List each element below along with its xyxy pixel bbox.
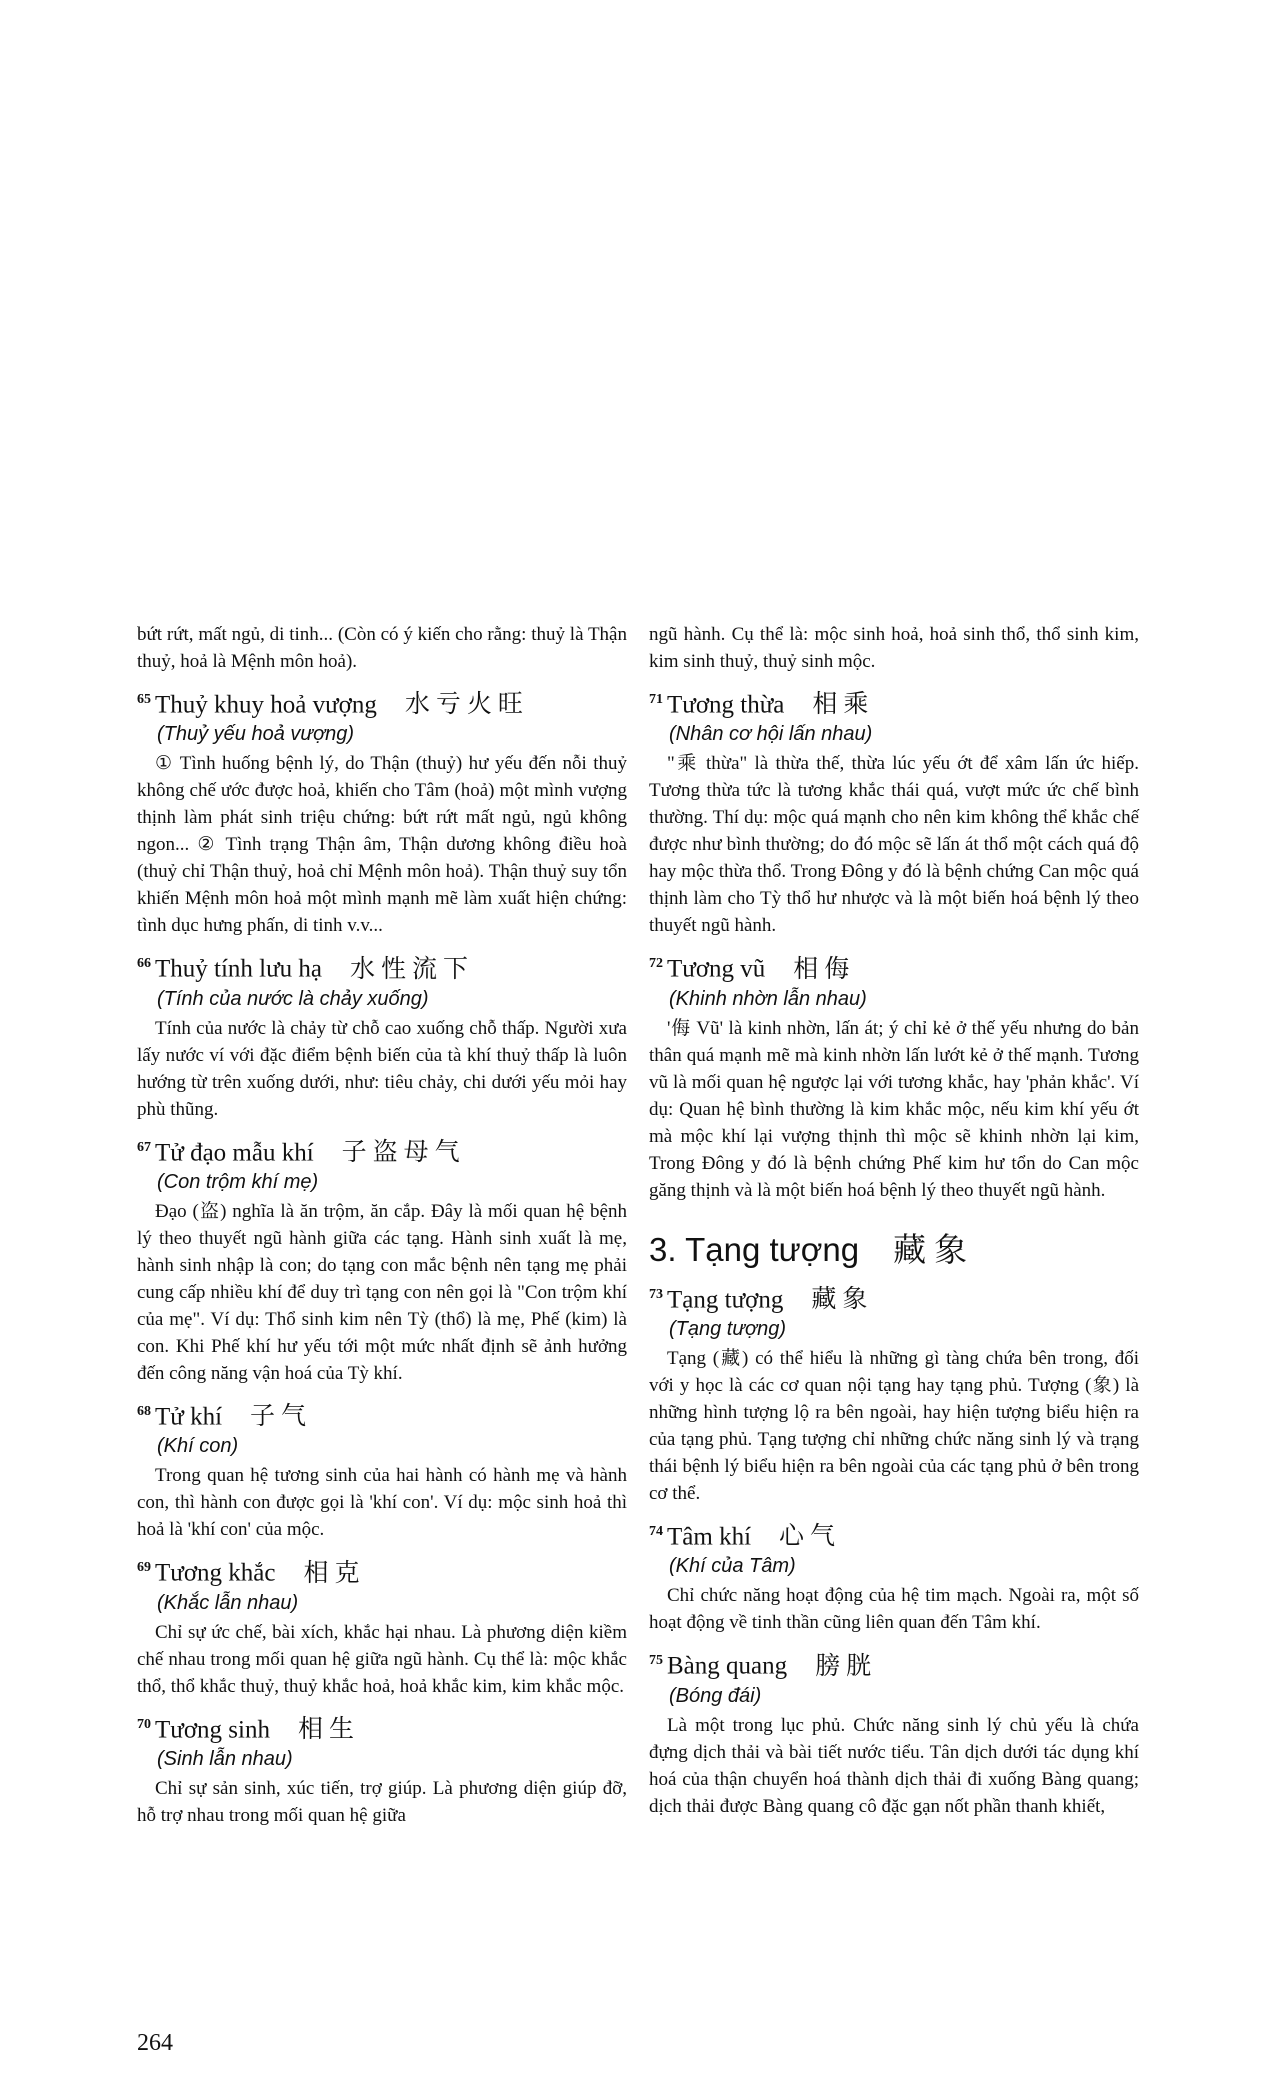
entry-title: Tương vũ [667,955,766,983]
entry-70 [137,1710,627,1829]
entry-subtitle: (Nhân cơ hội lấn nhau) [669,723,873,746]
entry-number: 74 [649,1523,663,1539]
entry-han: 相侮 [793,955,856,983]
entry-number: 65 [137,692,151,707]
entry-title: Thuỷ khuy hoả vượng [155,691,377,719]
entry-subtitle: (Con trộm khí mẹ) [157,1170,319,1193]
entry-han: 子气 [250,1403,313,1431]
entry-number: 71 [649,692,663,707]
left-intro-text: bứt rứt, mất ngủ, di tinh... (Còn có ý kiến cho rằng: thuỷ là Thận thuỷ, hoả là Mệnh môn hoả). [137,624,627,672]
entry-han: 水性流下 [350,955,475,983]
entry-number: 72 [649,956,663,972]
entry-subtitle: (Khí của Tâm) [669,1555,796,1578]
entry-title: Tạng tượng [667,1285,784,1313]
entry-title: Tương thừa [667,691,785,719]
entry-body: Tính của nước là chảy từ chỗ cao xuống chỗ thấp. Người xưa lấy nước ví với đặc điểm bệnh biến của tà khí thuỷ thấp là luôn hướng từ trên xuống dưới, như: tiêu chảy, chi dưới yếu mỏi hay phù thũng. [137,1017,627,1120]
entry-title: Tương sinh [155,1715,270,1743]
entry-65 [137,685,627,939]
entry-74 [649,1517,1139,1636]
entry-heading [137,685,627,720]
entry-heading [649,949,1139,984]
entry-68 [137,1397,627,1543]
entry-71 [649,685,1139,939]
page-number: 264 [137,2030,173,2056]
entry-subtitle: (Bóng đái) [669,1684,762,1707]
entry-body: Là một trong lục phủ. Chức năng sinh lý chủ yếu là chứa đựng dịch thải và bài tiết nước tiểu. Tân dịch dưới tác dụng khí hoá của thận chuyển hoá thành dịch thải đi xuống Bàng quang; dịch thải được Bàng quang cô đặc gạn nốt phần thanh khiết, [649,1714,1139,1817]
entry-subtitle: (Thuỷ yếu hoả vượng) [157,723,355,746]
entry-number: 68 [137,1403,151,1419]
entry-72 [649,949,1139,1203]
entry-body: Chỉ chức năng hoạt động của hệ tim mạch. Ngoài ra, một số hoạt động về tinh thần cũng liên quan đến Tâm khí. [649,1585,1139,1634]
entry-han: 相乘 [812,691,875,719]
entry-han: 相生 [297,1715,360,1743]
section-han: 藏象 [893,1229,976,1269]
entry-number: 69 [137,1560,151,1576]
right-intro-text: ngũ hành. Cụ thể là: mộc sinh hoả, hoả sinh thổ, thổ sinh kim, kim sinh thuỷ, thuỷ sinh mộc. [649,624,1139,672]
entry-body: Chỉ sự sản sinh, xúc tiến, trợ giúp. Là phương diện giúp đỡ, hỗ trợ nhau trong mối quan hệ giữa [137,1777,627,1826]
entry-han: 子盗母气 [341,1138,466,1166]
entry-heading [137,1710,627,1745]
entry-title: Tâm khí [667,1523,752,1551]
entry-body: Đạo (盗) nghĩa là ăn trộm, ăn cắp. Đây là mối quan hệ bệnh lý theo thuyết ngũ hành giữa các tạng. Hành sinh xuất là mẹ, hành sinh nhập là con; do tạng con mắc bệnh nên tạng mẹ phải cung cấp nhiều khí để duy trì tạng con nên gọi là "Con trộm khí của mẹ". Ví dụ: Thổ sinh kim nên Tỳ (thổ) là mẹ, Phế (kim) là con. Khi Phế khí hư yếu tới một mức nhất định sẽ ảnh hưởng đến công năng vận hoá của Tỳ khí. [137,1200,627,1384]
entry-body: Tạng (藏) có thể hiểu là những gì tàng chứa bên trong, đối với y học là các cơ quan nội tạng hay tạng phủ. Tượng (象) là những hình tượng lộ ra bên ngoài, hay hiện tượng biểu hiện ra của tạng phủ. Tạng tượng chỉ những chức năng sinh lý và trạng thái bệnh lý biểu hiện ra bên ngoài của các tạng phủ ở bên trong cơ thể. [649,1347,1139,1504]
entry-subtitle: (Khắc lẫn nhau) [157,1591,299,1614]
entry-han: 膀胱 [815,1652,878,1680]
entry-number: 67 [137,1139,151,1155]
entry-subtitle: (Sinh lẫn nhau) [157,1747,293,1770]
left-column [137,621,627,1829]
entry-subtitle: (Tạng tượng) [669,1317,787,1340]
entry-title: Tử đạo mẫu khí [155,1138,314,1166]
entry-body: ① Tình huống bệnh lý, do Thận (thuỷ) hư yếu đến nỗi thuỷ không chế ước được hoả, khiến cho Tâm (hoả) một mình vượng thịnh làm phát sinh triệu chứng: bứt rứt mất ngủ, ngủ không ngon... ② Tình trạng Thận âm, Thận dương không điều hoà (thuỷ chỉ Thận thuỷ, hoả chỉ Mệnh môn hoả). Thận thuỷ suy tổn khiến Mệnh môn hoả một mình mạnh mẽ làm xuất hiện chứng: tình dục hưng phấn, di tinh v.v... [137,753,627,937]
entry-69 [137,1553,627,1699]
entry-heading [137,1397,627,1432]
section-heading [649,1230,1139,1270]
entry-subtitle: (Tính của nước là chảy xuống) [157,987,429,1010]
right-column [649,621,1139,1820]
entry-heading [137,949,627,984]
entry-number: 70 [137,1716,151,1732]
entry-67 [137,1133,627,1387]
entry-han: 相克 [303,1559,366,1587]
entry-66 [137,949,627,1122]
entry-heading [649,1517,1139,1552]
entry-body: Chỉ sự ức chế, bài xích, khắc hại nhau. Là phương diện kiềm chế nhau trong mối quan hệ giữa ngũ hành. Cụ thể là: mộc khắc thổ, thổ khắc thuỷ, thuỷ khắc hoả, hoả khắc kim, kim khắc mộc. [137,1621,627,1697]
entry-body: Trong quan hệ tương sinh của hai hành có hành mẹ và hành con, thì hành con được gọi là 'khí con'. Ví dụ: mộc sinh hoả thì hoả là 'khí con' của mộc. [137,1465,627,1541]
entry-73 [649,1280,1139,1507]
entry-subtitle: (Khinh nhờn lẫn nhau) [669,987,867,1010]
entry-title: Thuỷ tính lưu hạ [155,955,323,983]
section-title: 3. Tạng tượng [649,1230,860,1268]
entry-heading [649,1280,1139,1315]
entry-heading [137,1553,627,1588]
entry-title: Tử khí [155,1403,223,1431]
entry-heading [649,1646,1139,1681]
entry-han: 心气 [779,1523,842,1551]
entry-body: '侮 Vũ' là kinh nhờn, lấn át; ý chỉ kẻ ở thế yếu nhưng do bản thân quá mạnh mẽ mà kinh nhờn lấn lướt kẻ ở thế mạnh. Tương vũ là mối quan hệ ngược lại với tương khắc, hay 'phản khắc'. Ví dụ: Quan hệ bình thường là kim khắc mộc, nếu kim khí yếu ớt mà mộc khí lại vượng thịnh thì mộc sẽ khinh nhờn lại kim, Trong Đông y đó là bệnh chứng Phế kim hư tổn do Can mộc găng thịnh và là một biến hoá bệnh lý theo thuyết ngũ hành. [649,1017,1139,1201]
entry-number: 66 [137,956,151,972]
entry-title: Tương khắc [155,1559,276,1587]
entry-han: 水亏火旺 [404,691,529,719]
entry-heading [649,685,1139,720]
entry-title: Bàng quang [667,1652,788,1680]
entry-number: 75 [649,1653,663,1669]
entry-han: 藏象 [811,1285,874,1313]
entry-heading [137,1133,627,1168]
entry-number: 73 [649,1286,663,1302]
entry-subtitle: (Khí con) [157,1435,239,1458]
entry-body: "乘 thừa" là thừa thế, thừa lúc yếu ớt để xâm lấn ức hiếp. Tương thừa tức là tương khắc thái quá, vượt mức ức chế bình thường. Thí dụ: mộc quá mạnh cho nên kim không thể khắc chế được như bình thường; do đó mộc sẽ lấn át thổ một cách quá độ hay mộc thừa thổ. Trong Đông y đó là bệnh chứng Can mộc quá thịnh làm cho Tỳ thổ hư nhược và là một biến hoá bệnh lý theo thuyết ngũ hành. [649,753,1139,937]
entry-75 [649,1646,1139,1819]
